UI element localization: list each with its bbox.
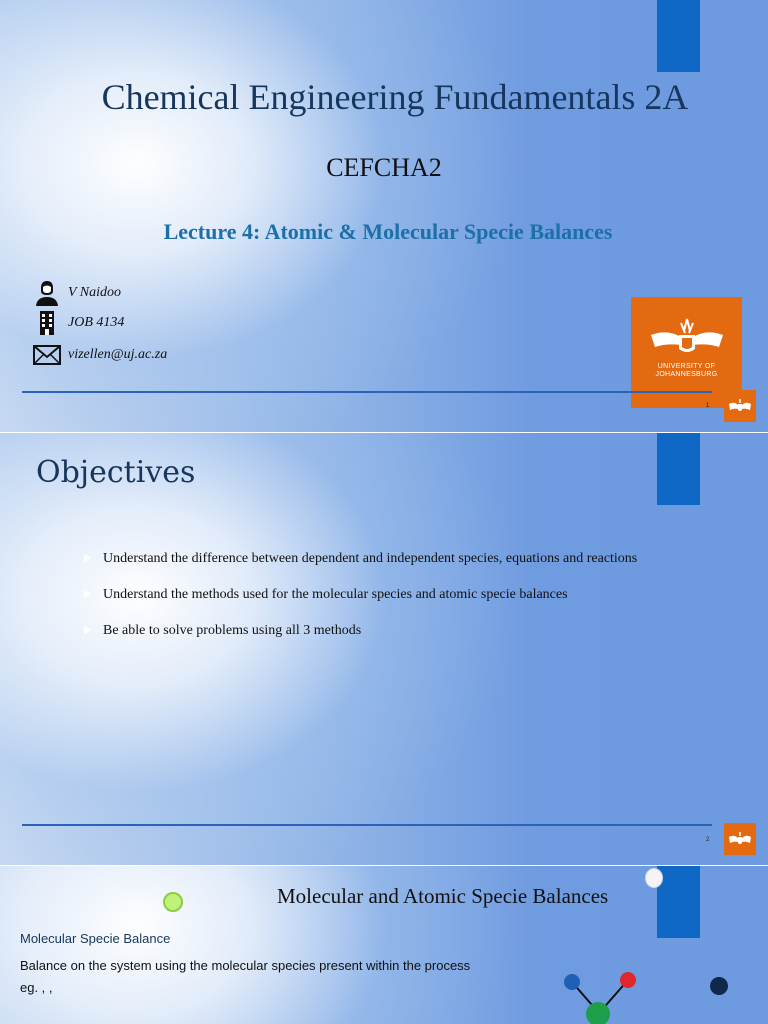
contact-name-text: V Naidoo (68, 285, 122, 300)
envelope-icon (32, 341, 62, 369)
uj-mini-logo-icon (724, 390, 756, 422)
uj-mini-logo-icon (724, 823, 756, 855)
section-heading: Molecular Specie Balance (20, 931, 171, 946)
title-slide (0, 0, 768, 432)
logo-text: UNIVERSITY OF JOHANNESBURG (655, 363, 718, 378)
course-code: CEFCHA2 (326, 153, 442, 182)
blue-tab (657, 866, 700, 938)
balances-slide (0, 866, 768, 1024)
list-item: Understand the methods used for the molecular species and atomic specie balances (84, 586, 644, 614)
bullet-arrow-icon (84, 554, 91, 562)
slide-title: Molecular and Atomic Specie Balances (277, 884, 609, 908)
objectives-list (84, 550, 644, 658)
bullet-arrow-icon (84, 626, 91, 634)
list-item: Be able to solve problems using all 3 methods (84, 622, 644, 650)
page-number: 2 (706, 837, 710, 843)
molecule-icon (556, 966, 756, 1024)
uj-crest-icon (647, 315, 727, 359)
green-circle-icon (163, 892, 183, 912)
blue-tab (657, 433, 700, 505)
lecture-title: Lecture 4: Atomic & Molecular Specie Balances (163, 219, 613, 244)
contact-office-text: JOB 4134 (68, 315, 125, 330)
contact-email-text[interactable]: vizellen@uj.ac.za (68, 347, 168, 362)
objectives-title: Objectives (36, 455, 196, 490)
page-number: 1 (706, 403, 710, 409)
divider-line (22, 824, 712, 826)
objectives-slide (0, 433, 768, 865)
contact-office (32, 309, 124, 337)
white-atom-icon (645, 868, 663, 888)
list-item: Understand the difference between dependent and independent species, equations and reactions (84, 550, 644, 578)
contact-name (32, 279, 121, 307)
person-icon (32, 279, 62, 307)
blue-tab (657, 0, 700, 72)
divider-line (22, 391, 712, 393)
contact-email (32, 341, 167, 369)
bullet-arrow-icon (84, 590, 91, 598)
section-body: Balance on the system using the molecular species present within the process eg. , , (20, 958, 471, 995)
building-icon (32, 309, 62, 337)
slide-title: Chemical Engineering Fundamentals 2A (101, 77, 689, 117)
